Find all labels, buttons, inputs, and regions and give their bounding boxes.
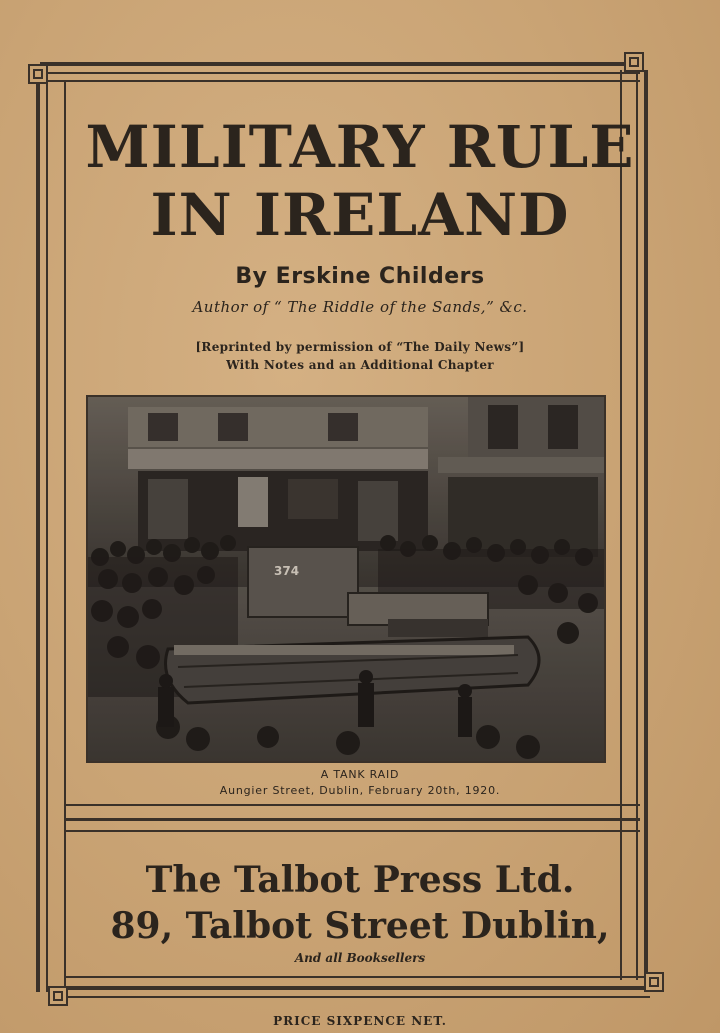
price-label: PRICE SIXPENCE NET.: [273, 1014, 447, 1028]
corner-ornament-top-right: [624, 52, 644, 72]
photo-illustration: [88, 397, 604, 761]
photo-caption-title: A TANK RAID: [320, 768, 400, 781]
author-note: Author of “ The Riddle of the Sands,” &c.: [192, 298, 528, 316]
photo-caption-detail: Aungier Street, Dublin, February 20th, 1920.: [219, 784, 501, 797]
frame-left-line-inner: [46, 80, 48, 992]
corner-ornament-bottom-left: [48, 986, 68, 1006]
frame-divider-line-1: [66, 804, 640, 806]
publisher-name: The Talbot Press Ltd.: [145, 859, 575, 901]
frame-bottom-line-inner: [66, 976, 646, 978]
publisher-address: 89, Talbot Street Dublin,: [110, 905, 610, 947]
reprint-note: [Reprinted by permission of “The Daily News”]: [195, 340, 525, 354]
reprint-additional-chapter: With Notes and an Additional Chapter: [226, 358, 494, 372]
frame-bottom-line-outer2: [50, 996, 650, 998]
frame-top-line-inner: [40, 72, 640, 74]
frame-divider-line-3: [66, 830, 640, 832]
tank-number: 374: [274, 564, 300, 578]
tank-raid-photograph: [86, 395, 606, 763]
frame-left-line-outer: [36, 80, 40, 992]
booksellers-note: And all Booksellers: [294, 951, 426, 965]
frame-divider-line-2: [66, 818, 640, 821]
corner-ornament-bottom-right: [644, 972, 664, 992]
frame-bottom-line-outer: [50, 986, 650, 990]
frame-top-line-inner2: [40, 80, 640, 82]
corner-ornament-top-left: [28, 64, 48, 84]
title-line-1: MILITARY RULE: [85, 113, 635, 181]
title-line-2: IN IRELAND: [150, 181, 570, 249]
frame-top-line-outer: [40, 62, 640, 66]
byline: By Erskine Childers: [235, 264, 485, 289]
